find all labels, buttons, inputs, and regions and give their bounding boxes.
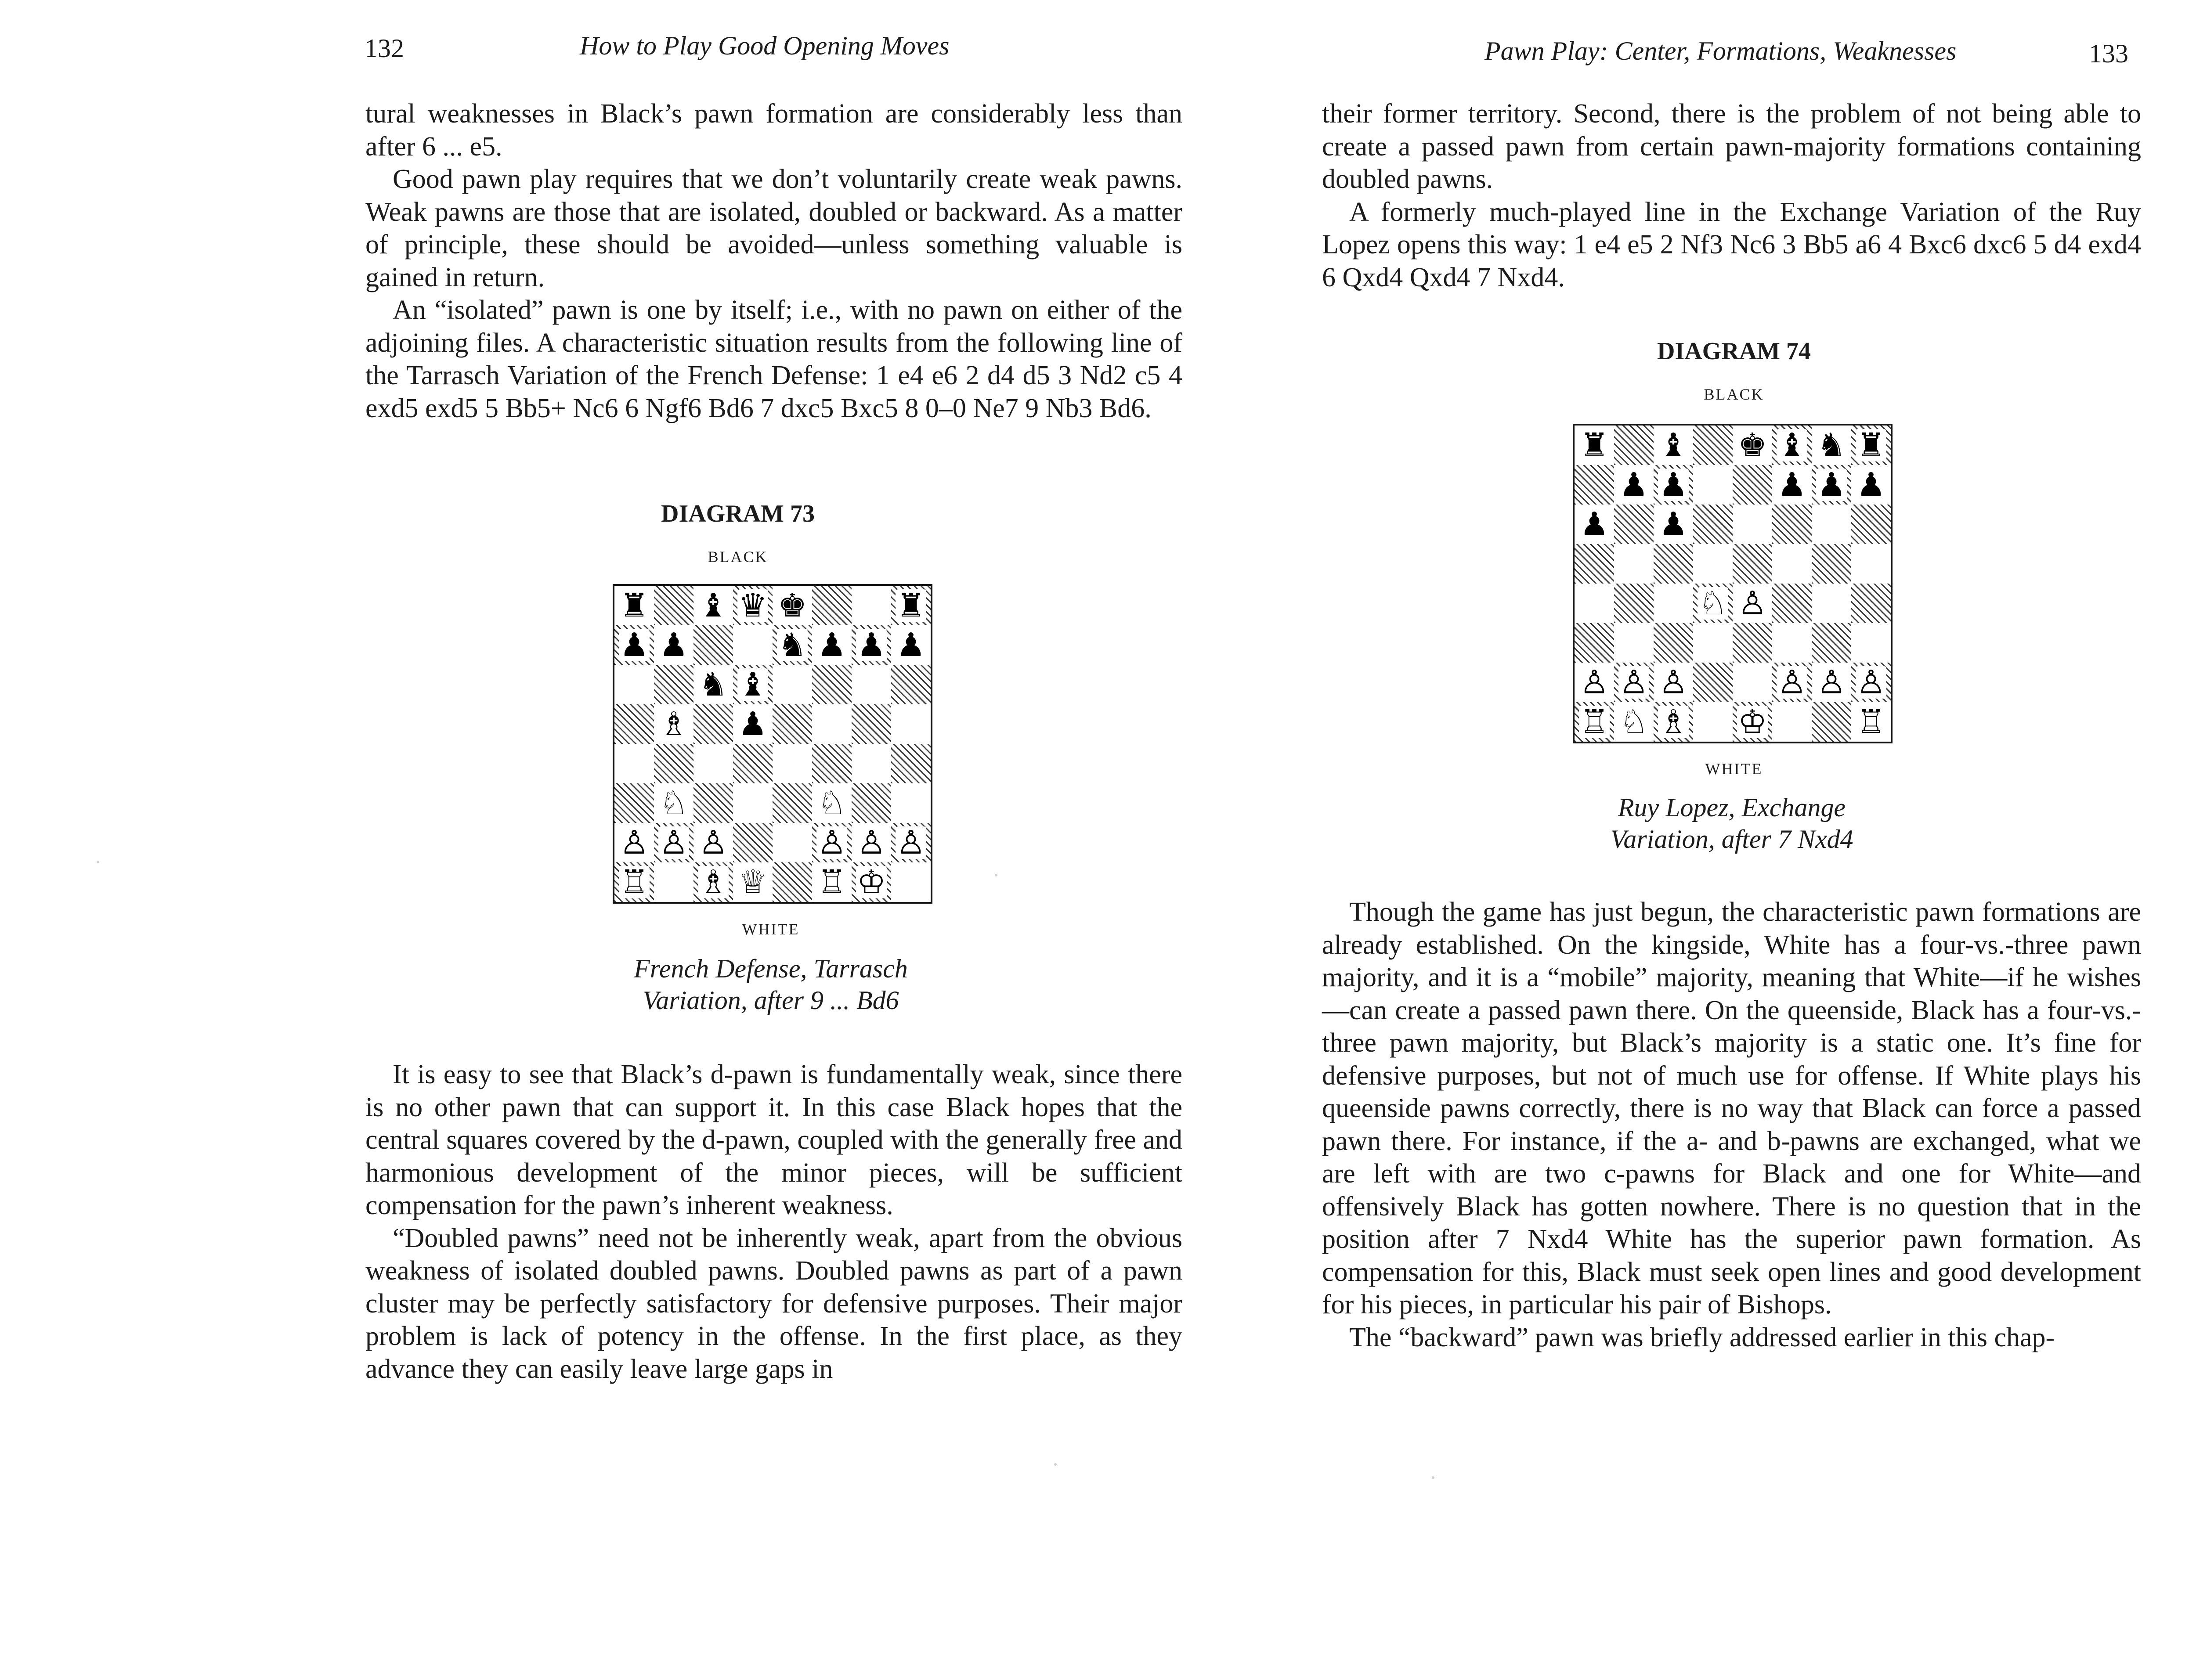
square-h2 bbox=[891, 823, 931, 862]
square-f4 bbox=[1772, 584, 1812, 623]
square-b3 bbox=[654, 783, 693, 823]
black-bishop-icon: ♝ bbox=[738, 666, 768, 703]
square-g4 bbox=[1812, 584, 1851, 623]
square-h1 bbox=[891, 862, 931, 902]
square-c8 bbox=[1654, 425, 1693, 465]
white-pawn-icon: ♙ bbox=[817, 824, 847, 862]
square-g7 bbox=[1812, 465, 1851, 505]
square-d3 bbox=[733, 783, 773, 823]
square-e3 bbox=[1733, 623, 1772, 663]
square-g5 bbox=[852, 704, 891, 744]
square-d6 bbox=[733, 665, 773, 704]
white-pawn-icon: ♙ bbox=[698, 824, 728, 862]
white-knight-icon: ♘ bbox=[1619, 703, 1649, 741]
board-top-label: BLACK bbox=[1704, 386, 1764, 403]
paragraph: It is easy to see that Black’s d-pawn is fundamentally weak, since there is no other pawn that can support it. In this case Black hopes that the central squares covered by the d-pawn, coupled with the generally free and harmonious development of the minor pieces, will be sufficient compensation for the pawn’s inherent weakness. bbox=[365, 1060, 1182, 1220]
square-h5 bbox=[1851, 544, 1891, 584]
square-d4 bbox=[1693, 584, 1733, 623]
square-h8 bbox=[1851, 425, 1891, 465]
square-f1 bbox=[1772, 702, 1812, 742]
white-queen-icon: ♕ bbox=[738, 863, 768, 901]
right-page bbox=[1154, 0, 2196, 1680]
white-pawn-icon: ♙ bbox=[1817, 663, 1846, 701]
black-pawn-icon: ♟ bbox=[1619, 466, 1649, 504]
square-c2 bbox=[693, 823, 733, 862]
square-a3 bbox=[1575, 623, 1614, 663]
scan-speck bbox=[97, 861, 99, 863]
square-a8 bbox=[1575, 425, 1614, 465]
diagram-title: DIAGRAM 73 bbox=[661, 500, 815, 527]
square-f3 bbox=[1772, 623, 1812, 663]
paragraph: An “isolated” pawn is one by itself; i.e., with no pawn on either of the adjoining files. A characteristic situation results from the following line of the Tarrasch Variation of the French Defense: 1 e4 e6 2 d4 d5 3 Nd2 c5 4 exd5 exd5 5 Bb5+ Nc6 6 Ngf6 Bd6 7 dxc5 Bxc5 8 0–0 Ne7 9 Nb3 Bd6. bbox=[365, 295, 1182, 423]
square-b2 bbox=[654, 823, 693, 862]
square-f8 bbox=[812, 586, 852, 625]
square-d3 bbox=[1693, 623, 1733, 663]
square-b6 bbox=[1614, 505, 1654, 544]
square-b5 bbox=[1614, 544, 1654, 584]
black-queen-icon: ♛ bbox=[738, 587, 768, 624]
running-head: Pawn Play: Center, Formations, Weaknesses bbox=[1484, 36, 1957, 65]
square-e5 bbox=[1733, 544, 1772, 584]
square-c7 bbox=[693, 625, 733, 665]
paragraph: their former territory. Second, there is the problem of not being able to create a passed pawn from certain pawn-majority formations containing doubled pawns. bbox=[1322, 99, 2141, 194]
chess-board bbox=[613, 584, 932, 904]
square-b5 bbox=[654, 704, 693, 744]
board-bottom-label: WHITE bbox=[742, 920, 800, 938]
square-e2 bbox=[1733, 663, 1772, 702]
square-a4 bbox=[1575, 584, 1614, 623]
square-d6 bbox=[1693, 505, 1733, 544]
square-g4 bbox=[852, 744, 891, 783]
square-a1 bbox=[1575, 702, 1614, 742]
square-h1 bbox=[1851, 702, 1891, 742]
black-knight-icon: ♞ bbox=[1817, 426, 1846, 464]
scan-speck bbox=[995, 874, 997, 876]
square-e8 bbox=[773, 586, 812, 625]
paragraph: “Doubled pawns” need not be inherently weak, apart from the obvious weakness of isolated doubled pawns. Doubled pawns as part of a pawn cluster may be perfectly satisfactory for defensive purposes. Their major problem is lack of potency in the offense. In the first place, as they advance they can easily leave large gaps in bbox=[365, 1223, 1182, 1384]
square-e5 bbox=[773, 704, 812, 744]
square-f5 bbox=[1772, 544, 1812, 584]
square-a2 bbox=[614, 823, 654, 862]
square-d8 bbox=[733, 586, 773, 625]
square-g2 bbox=[852, 823, 891, 862]
black-king-icon: ♚ bbox=[777, 587, 807, 624]
square-c8 bbox=[693, 586, 733, 625]
page-number: 132 bbox=[365, 34, 404, 63]
white-knight-icon: ♘ bbox=[817, 784, 847, 822]
square-e6 bbox=[773, 665, 812, 704]
white-pawn-icon: ♙ bbox=[659, 824, 689, 862]
black-bishop-icon: ♝ bbox=[1658, 426, 1688, 464]
square-b1 bbox=[1614, 702, 1654, 742]
square-g2 bbox=[1812, 663, 1851, 702]
square-d4 bbox=[733, 744, 773, 783]
square-a5 bbox=[614, 704, 654, 744]
square-g3 bbox=[852, 783, 891, 823]
square-b1 bbox=[654, 862, 693, 902]
square-d2 bbox=[733, 823, 773, 862]
square-d7 bbox=[733, 625, 773, 665]
black-pawn-icon: ♟ bbox=[1777, 466, 1807, 504]
square-h4 bbox=[1851, 584, 1891, 623]
square-h2 bbox=[1851, 663, 1891, 702]
square-f2 bbox=[1772, 663, 1812, 702]
square-e1 bbox=[1733, 702, 1772, 742]
white-bishop-icon: ♗ bbox=[698, 863, 728, 901]
black-rook-icon: ♜ bbox=[619, 587, 649, 624]
white-pawn-icon: ♙ bbox=[619, 824, 649, 862]
black-pawn-icon: ♟ bbox=[1856, 466, 1886, 504]
square-h6 bbox=[891, 665, 931, 704]
square-c3 bbox=[693, 783, 733, 823]
square-b8 bbox=[1614, 425, 1654, 465]
square-g1 bbox=[852, 862, 891, 902]
square-h4 bbox=[891, 744, 931, 783]
square-c1 bbox=[693, 862, 733, 902]
white-knight-icon: ♘ bbox=[1698, 584, 1728, 622]
board-top-label: BLACK bbox=[708, 548, 768, 566]
square-b3 bbox=[1614, 623, 1654, 663]
square-f4 bbox=[812, 744, 852, 783]
square-b4 bbox=[654, 744, 693, 783]
square-c5 bbox=[1654, 544, 1693, 584]
white-king-icon: ♔ bbox=[1737, 703, 1767, 741]
square-f6 bbox=[1772, 505, 1812, 544]
text-block-top bbox=[365, 97, 1182, 425]
square-d5 bbox=[1693, 544, 1733, 584]
square-a3 bbox=[614, 783, 654, 823]
caption-line: Variation, after 7 Nxd4 bbox=[1610, 825, 1853, 854]
square-h3 bbox=[1851, 623, 1891, 663]
black-bishop-icon: ♝ bbox=[698, 587, 728, 624]
white-rook-icon: ♖ bbox=[1579, 703, 1609, 741]
black-rook-icon: ♜ bbox=[1856, 426, 1886, 464]
caption-line: French Defense, Tarrasch bbox=[634, 954, 908, 983]
square-g1 bbox=[1812, 702, 1851, 742]
board-bottom-label: WHITE bbox=[1705, 760, 1763, 778]
text-block-top bbox=[1322, 97, 2141, 294]
square-g5 bbox=[1812, 544, 1851, 584]
caption-line: Variation, after 9 ... Bd6 bbox=[643, 986, 899, 1015]
white-rook-icon: ♖ bbox=[619, 863, 649, 901]
square-c6 bbox=[693, 665, 733, 704]
white-rook-icon: ♖ bbox=[1856, 703, 1886, 741]
square-d5 bbox=[733, 704, 773, 744]
white-pawn-icon: ♙ bbox=[1777, 663, 1807, 701]
square-a4 bbox=[614, 744, 654, 783]
white-rook-icon: ♖ bbox=[817, 863, 847, 901]
square-b7 bbox=[654, 625, 693, 665]
square-f7 bbox=[1772, 465, 1812, 505]
square-c4 bbox=[693, 744, 733, 783]
square-e2 bbox=[773, 823, 812, 862]
white-pawn-icon: ♙ bbox=[1658, 663, 1688, 701]
white-pawn-icon: ♙ bbox=[856, 824, 886, 862]
square-h6 bbox=[1851, 505, 1891, 544]
square-d8 bbox=[1693, 425, 1733, 465]
square-e1 bbox=[773, 862, 812, 902]
square-a8 bbox=[614, 586, 654, 625]
square-b2 bbox=[1614, 663, 1654, 702]
square-g8 bbox=[852, 586, 891, 625]
black-pawn-icon: ♟ bbox=[1658, 466, 1688, 504]
square-a6 bbox=[614, 665, 654, 704]
black-rook-icon: ♜ bbox=[1579, 426, 1609, 464]
black-pawn-icon: ♟ bbox=[659, 626, 689, 664]
square-e3 bbox=[773, 783, 812, 823]
square-e8 bbox=[1733, 425, 1772, 465]
square-d7 bbox=[1693, 465, 1733, 505]
black-pawn-icon: ♟ bbox=[619, 626, 649, 664]
square-g7 bbox=[852, 625, 891, 665]
scan-speck bbox=[1054, 1463, 1057, 1466]
square-g8 bbox=[1812, 425, 1851, 465]
scan-speck bbox=[1432, 1476, 1434, 1479]
square-e7 bbox=[773, 625, 812, 665]
square-c6 bbox=[1654, 505, 1693, 544]
square-b6 bbox=[654, 665, 693, 704]
black-knight-icon: ♞ bbox=[777, 626, 807, 664]
square-f3 bbox=[812, 783, 852, 823]
black-bishop-icon: ♝ bbox=[1777, 426, 1807, 464]
square-h7 bbox=[891, 625, 931, 665]
square-e7 bbox=[1733, 465, 1772, 505]
black-pawn-icon: ♟ bbox=[738, 705, 768, 743]
diagram-caption bbox=[1532, 792, 1932, 855]
black-rook-icon: ♜ bbox=[896, 587, 926, 624]
square-b8 bbox=[654, 586, 693, 625]
square-f8 bbox=[1772, 425, 1812, 465]
black-pawn-icon: ♟ bbox=[856, 626, 886, 664]
white-pawn-icon: ♙ bbox=[1579, 663, 1609, 701]
text-block-bottom bbox=[1322, 896, 2141, 1354]
diagram-title: DIAGRAM 74 bbox=[1657, 338, 1811, 365]
square-d2 bbox=[1693, 663, 1733, 702]
chess-board bbox=[1573, 424, 1893, 743]
square-e6 bbox=[1733, 505, 1772, 544]
black-king-icon: ♚ bbox=[1737, 426, 1767, 464]
square-e4 bbox=[1733, 584, 1772, 623]
square-c7 bbox=[1654, 465, 1693, 505]
square-a7 bbox=[614, 625, 654, 665]
white-king-icon: ♔ bbox=[856, 863, 886, 901]
square-h3 bbox=[891, 783, 931, 823]
square-a2 bbox=[1575, 663, 1614, 702]
black-pawn-icon: ♟ bbox=[1817, 466, 1846, 504]
square-f1 bbox=[812, 862, 852, 902]
square-b7 bbox=[1614, 465, 1654, 505]
square-f6 bbox=[812, 665, 852, 704]
square-f5 bbox=[812, 704, 852, 744]
black-knight-icon: ♞ bbox=[698, 666, 728, 703]
square-a6 bbox=[1575, 505, 1614, 544]
square-h7 bbox=[1851, 465, 1891, 505]
square-c1 bbox=[1654, 702, 1693, 742]
square-a7 bbox=[1575, 465, 1614, 505]
paragraph: Though the game has just begun, the characteristic pawn formations are already established. On the kingside, White has a four-vs.-three pawn majority, and it is a “mobile” majority, meaning that White—if he wishes—can create a passed pawn there. On the queenside, Black has a four-vs.-three pawn majority, but Black’s majority is a static one. It’s fine for defensive purposes, but not of much use for offense. If White plays his queenside pawns correctly, there is no way that Black can force a passed pawn there. For instance, if the a- and b-pawns are exchanged, what we are left with are two c-pawns for Black and one for White—and offensively Black has gotten nowhere. There is no question that in the position after 7 Nxd4 White has the superior pawn formation. As compensation for this, Black must seek open lines and good development for his pieces, in particular his pair of Bishops. bbox=[1322, 897, 2141, 1319]
square-a1 bbox=[614, 862, 654, 902]
white-bishop-icon: ♗ bbox=[1658, 703, 1688, 741]
caption-line: Ruy Lopez, Exchange bbox=[1618, 793, 1846, 822]
paragraph: A formerly much-played line in the Exchange Variation of the Ruy Lopez opens this way: 1 e4 e5 2 Nf3 Nc6 3 Bb5 a6 4 Bxc6 dxc6 5 d4 exd4 6 Qxd4 Qxd4 7 Nxd4. bbox=[1322, 197, 2141, 292]
black-pawn-icon: ♟ bbox=[1658, 505, 1688, 543]
square-b4 bbox=[1614, 584, 1654, 623]
paragraph: tural weaknesses in Black’s pawn formation are considerably less than after 6 ... e5. bbox=[365, 99, 1182, 162]
square-f7 bbox=[812, 625, 852, 665]
square-g3 bbox=[1812, 623, 1851, 663]
running-head: How to Play Good Opening Moves bbox=[580, 31, 950, 60]
black-pawn-icon: ♟ bbox=[896, 626, 926, 664]
square-d1 bbox=[1693, 702, 1733, 742]
text-block-bottom bbox=[365, 1058, 1182, 1385]
white-pawn-icon: ♙ bbox=[1619, 663, 1649, 701]
square-c5 bbox=[693, 704, 733, 744]
white-pawn-icon: ♙ bbox=[1856, 663, 1886, 701]
square-d1 bbox=[733, 862, 773, 902]
diagram-caption bbox=[571, 953, 971, 1016]
paragraph: The “backward” pawn was briefly addressed earlier in this chap- bbox=[1349, 1322, 2055, 1352]
square-h8 bbox=[891, 586, 931, 625]
white-pawn-icon: ♙ bbox=[896, 824, 926, 862]
white-pawn-icon: ♙ bbox=[1737, 584, 1767, 622]
square-a5 bbox=[1575, 544, 1614, 584]
square-c4 bbox=[1654, 584, 1693, 623]
square-c3 bbox=[1654, 623, 1693, 663]
black-pawn-icon: ♟ bbox=[817, 626, 847, 664]
paragraph: Good pawn play requires that we don’t voluntarily create weak pawns. Weak pawns are those that are isolated, doubled or backward. As a matter of principle, these should be avoided—unless something valuable is gained in return. bbox=[365, 164, 1182, 292]
square-f2 bbox=[812, 823, 852, 862]
black-pawn-icon: ♟ bbox=[1579, 505, 1609, 543]
white-knight-icon: ♘ bbox=[659, 784, 689, 822]
square-e4 bbox=[773, 744, 812, 783]
square-h5 bbox=[891, 704, 931, 744]
square-g6 bbox=[1812, 505, 1851, 544]
square-c2 bbox=[1654, 663, 1693, 702]
white-bishop-icon: ♗ bbox=[659, 705, 689, 743]
page-number: 133 bbox=[2089, 39, 2128, 68]
square-g6 bbox=[852, 665, 891, 704]
